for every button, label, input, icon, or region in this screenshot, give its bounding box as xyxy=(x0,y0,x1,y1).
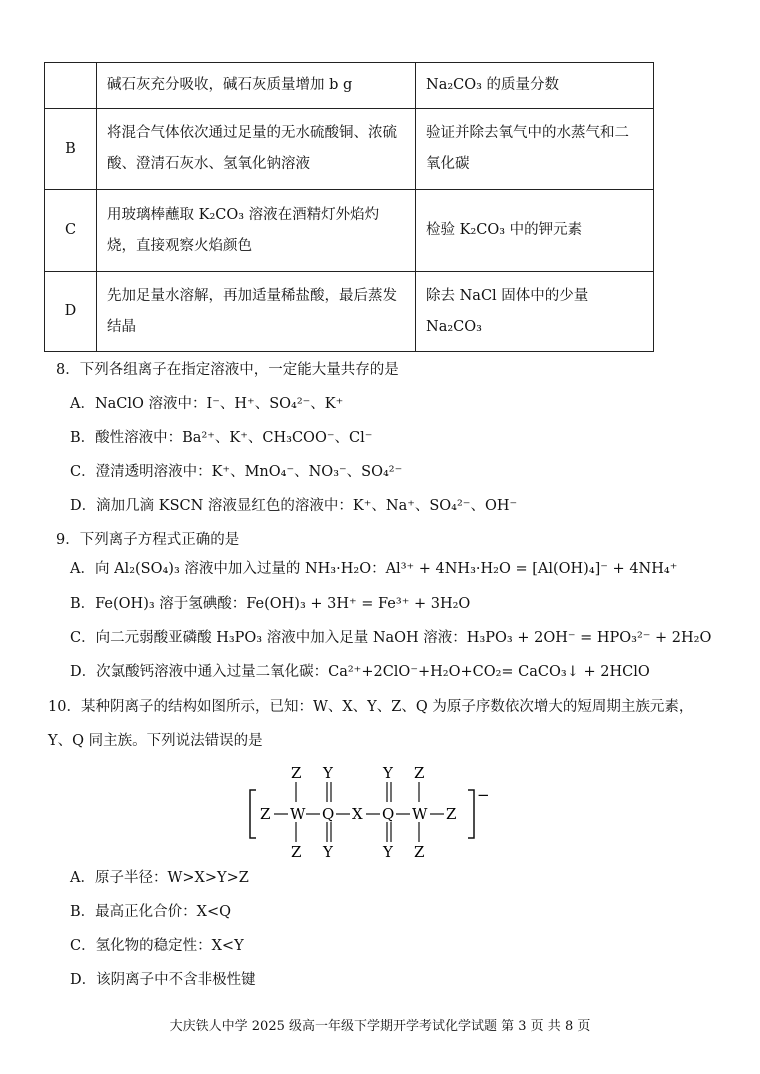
atom-y: Y xyxy=(323,843,333,861)
atom-w: W xyxy=(290,805,306,823)
table-row xyxy=(45,272,654,352)
operation-cell: 用玻璃棒蘸取 K₂CO₃ 溶液在酒精灯外焰灼烧，直接观察火焰颜色 xyxy=(97,190,416,272)
q9-option-d: D．次氯酸钙溶液中通入过量二氧化碳：Ca²⁺+2ClO⁻+H₂O+CO₂= CaCO₃↓ + 2HClO xyxy=(70,664,650,680)
page-footer: 大庆铁人中学 2025 级高一年级下学期开学考试化学试题 第 3 页 共 8 页 xyxy=(169,1019,591,1034)
q9-option-b: B．Fe(OH)₃ 溶于氢碘酸：Fe(OH)₃ + 3H⁺ = Fe³⁺ + 3H₂O xyxy=(70,596,471,612)
atom-y: Y xyxy=(323,764,333,782)
table-row xyxy=(45,63,654,109)
q8-option-c: C．澄清透明溶液中：K⁺、MnO₄⁻、NO₃⁻、SO₄²⁻ xyxy=(70,464,403,480)
atom-y: Y xyxy=(383,764,393,782)
q8-option-d: D．滴加几滴 KSCN 溶液显红色的溶液中：K⁺、Na⁺、SO₄²⁻、OH⁻ xyxy=(70,498,518,514)
option-cell: C xyxy=(45,190,97,272)
atom-z: Z xyxy=(414,843,425,861)
operation-cell: 将混合气体依次通过足量的无水硫酸铜、浓硫酸、澄清石灰水、氢氧化钠溶液 xyxy=(97,109,416,190)
atom-z: Z xyxy=(446,805,457,823)
left-bracket xyxy=(250,790,256,838)
q8-stem: 8．下列各组离子在指定溶液中，一定能大量共存的是 xyxy=(56,362,399,378)
q8-option-b: B．酸性溶液中：Ba²⁺、K⁺、CH₃COO⁻、Cl⁻ xyxy=(70,430,373,446)
atom-z: Z xyxy=(414,764,425,782)
atom-z: Z xyxy=(291,764,302,782)
q9-option-c: C．向二元弱酸亚磷酸 H₃PO₃ 溶液中加入足量 NaOH 溶液：H₃PO₃ + 2OH⁻ = HPO₃²⁻ + 2H₂O xyxy=(70,630,712,646)
table-row xyxy=(45,190,654,272)
option-cell: D xyxy=(45,272,97,352)
q10-option-c: C．氢化物的稳定性：X<Y xyxy=(70,938,244,954)
purpose-cell: 除去 NaCl 固体中的少量 Na₂CO₃ xyxy=(416,272,654,352)
option-cell: B xyxy=(45,109,97,190)
q10-stem-cont: Y、Q 同主族。下列说法错误的是 xyxy=(48,733,263,749)
operation-cell: 碱石灰充分吸收，碱石灰质量增加 b g xyxy=(97,63,416,109)
atom-z: Z xyxy=(291,843,302,861)
atom-q: Q xyxy=(322,805,335,823)
atom-y: Y xyxy=(383,843,393,861)
atom-x: X xyxy=(352,805,363,823)
charge-label: − xyxy=(477,786,490,804)
atom-z: Z xyxy=(260,805,271,823)
purpose-cell: Na₂CO₃ 的质量分数 xyxy=(416,63,654,109)
q9-stem: 9．下列离子方程式正确的是 xyxy=(56,532,240,548)
q10-option-b: B．最高正化合价：X<Q xyxy=(70,904,232,920)
purpose-cell: 检验 K₂CO₃ 中的钾元素 xyxy=(416,190,654,272)
q9-option-a: A．向 Al₂(SO₄)₃ 溶液中加入过量的 NH₃·H₂O：Al³⁺ + 4NH₃·H₂O = [Al(OH)₄]⁻ + 4NH₄⁺ xyxy=(70,561,678,577)
purpose-cell: 验证并除去氧气中的水蒸气和二氧化碳 xyxy=(416,109,654,190)
experiment-table xyxy=(44,62,654,352)
atom-w: W xyxy=(412,805,428,823)
anion-structure-diagram xyxy=(240,760,540,860)
right-bracket xyxy=(468,790,474,838)
option-cell xyxy=(45,63,97,109)
operation-cell: 先加足量水溶解，再加适量稀盐酸，最后蒸发结晶 xyxy=(97,272,416,352)
table-row xyxy=(45,109,654,190)
structure-svg xyxy=(240,760,540,860)
q10-option-d: D．该阴离子中不含非极性键 xyxy=(70,972,256,988)
atom-q: Q xyxy=(382,805,395,823)
q10-stem: 10．某种阴离子的结构如图所示，已知：W、X、Y、Z、Q 为原子序数依次增大的短周期主族元素， xyxy=(48,699,694,715)
q10-option-a: A．原子半径：W>X>Y>Z xyxy=(70,870,249,886)
q8-option-a: A．NaClO 溶液中：I⁻、H⁺、SO₄²⁻、K⁺ xyxy=(70,396,344,412)
